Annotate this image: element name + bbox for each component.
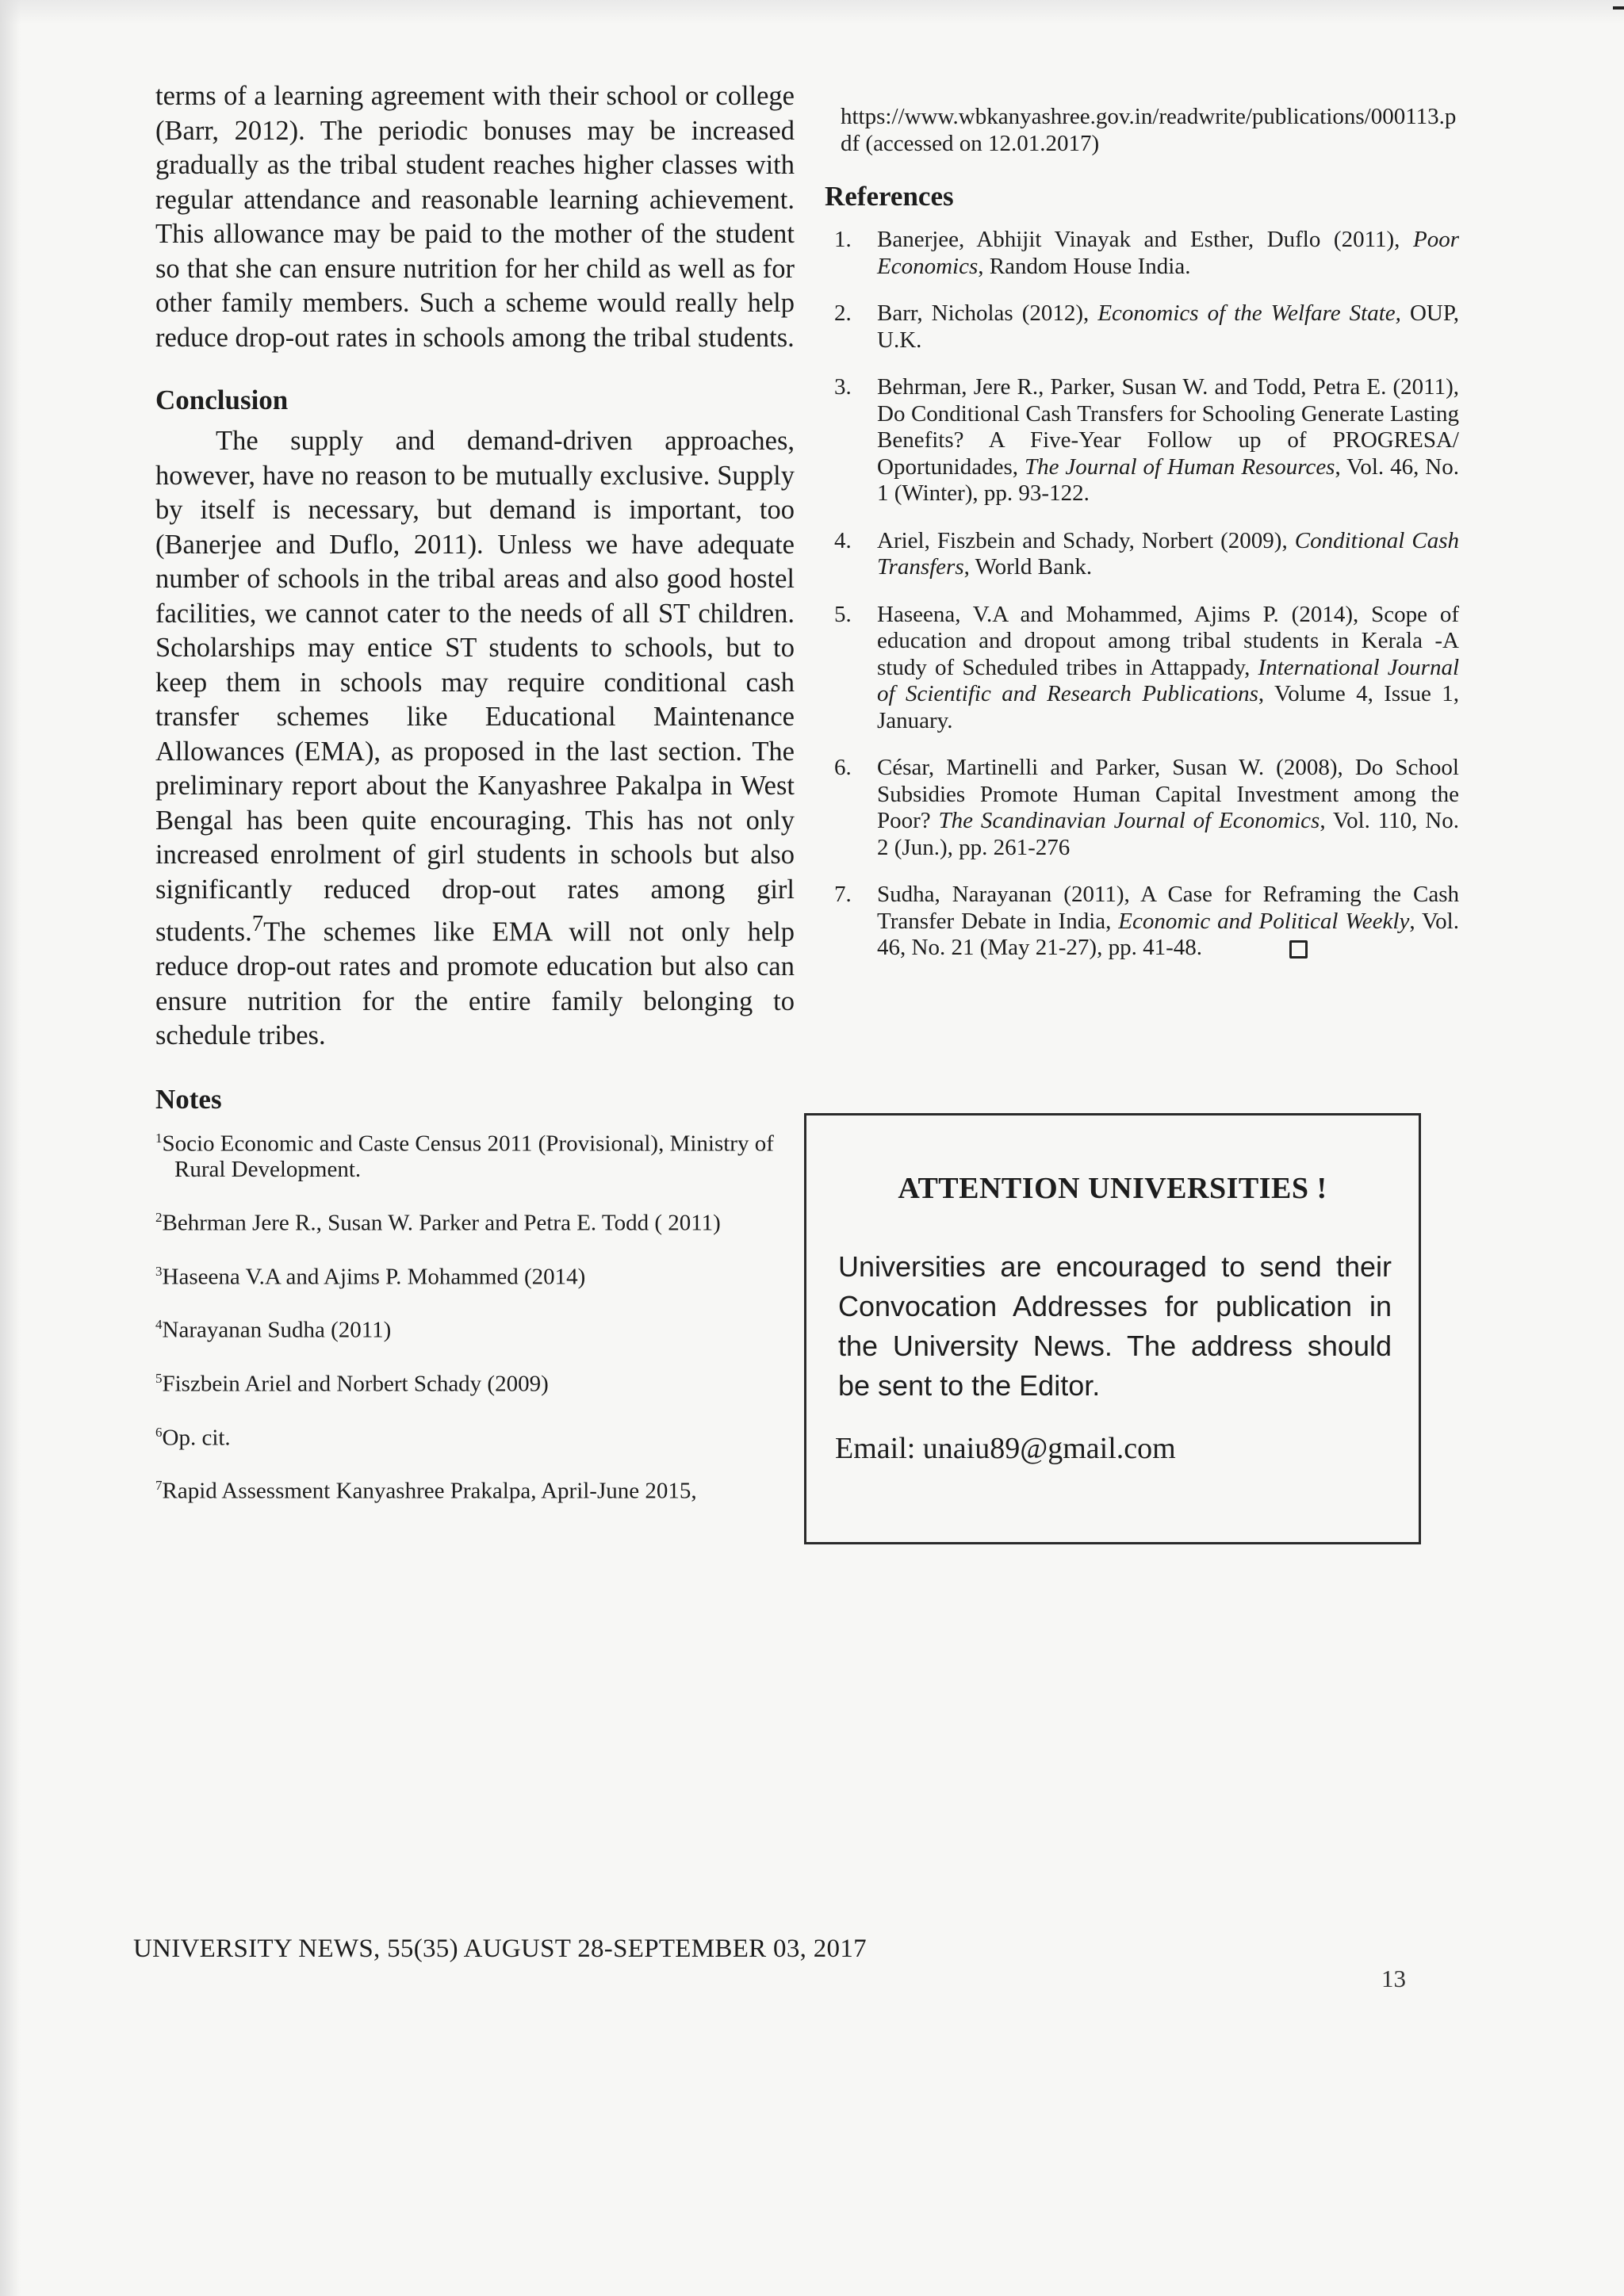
note-text: Socio Economic and Caste Census 2011 (Provisional), Ministry of Rural Development. <box>162 1131 774 1183</box>
conclusion-text-b: The schemes like EMA will not only help reduce drop-out rates and promote education but also can ensure nutrition for the entire family belonging to schedule tribes. <box>155 916 795 1050</box>
scan-shadow-top <box>0 0 1624 24</box>
note-item <box>155 1365 795 1398</box>
note-item <box>155 1258 795 1291</box>
note-text: Rapid Assessment Kanyashree Prakalpa, April-June 2015, <box>162 1479 697 1505</box>
reference-details: , Volume 4, Issue 1, January. <box>877 681 1459 733</box>
reference-number: 3. <box>834 374 852 400</box>
conclusion-paragraph <box>155 424 795 1054</box>
conclusion-note-mark: 7 <box>251 911 264 936</box>
reference-number: 5. <box>834 601 852 627</box>
reference-title: The Scandinavian Journal of Economics <box>938 808 1320 833</box>
reference-number: 2. <box>834 300 852 326</box>
reference-number: 7. <box>834 882 852 907</box>
reference-title: Poor Economics <box>877 227 1459 279</box>
reference-details: , World Bank. <box>963 554 1093 580</box>
page-number: 13 <box>1381 1965 1406 1992</box>
note-number: 6 <box>155 1424 163 1440</box>
reference-item <box>825 528 1459 581</box>
reference-text: Barr, Nicholas (2012), <box>877 300 1098 326</box>
note-item <box>155 1419 795 1452</box>
reference-text: Ariel, Fiszbein and Schady, Norbert (2009), <box>877 527 1295 553</box>
reference-details: , Random House India. <box>978 253 1191 279</box>
reference-title: Economic and Political Weekly <box>1118 908 1410 934</box>
scan-shadow-left <box>0 0 21 2296</box>
note-item <box>155 1204 795 1237</box>
notes-list <box>155 1125 795 1506</box>
note-number: 3 <box>155 1263 163 1279</box>
right-column <box>825 103 1459 982</box>
reference-text: Banerjee, Abhijit Vinayak and Esther, Duflo (2011), <box>877 227 1413 252</box>
notes-heading: Notes <box>155 1083 222 1115</box>
note-text: Op. cit. <box>162 1425 231 1451</box>
reference-item <box>825 374 1459 507</box>
notice-body: Universities are encouraged to send their Convocation Addresses for publication in the University News. The address should be sent to the Editor. <box>838 1250 1392 1402</box>
note-text: Narayanan Sudha (2011) <box>162 1318 392 1344</box>
note-number: 5 <box>155 1371 163 1387</box>
note-item <box>155 1125 795 1184</box>
notice-title: ATTENTION UNIVERSITIES ! <box>898 1172 1327 1205</box>
reference-item <box>825 882 1459 962</box>
scan-corner-mark <box>1613 6 1624 10</box>
note-7-url-continuation: https://www.wbkanyashree.gov.in/readwrite/publications/000113.pdf (accessed on 12.01.2017) <box>841 104 1457 156</box>
reference-text: César, Martinelli and Parker, Susan W. (2008), Do School Subsidies Promote Human Capital Investment among the Poor? <box>877 755 1459 833</box>
note-number: 1 <box>155 1130 163 1146</box>
reference-details: , Vol. 110, No. 2 (Jun.), pp. 261-276 <box>877 808 1459 860</box>
references-heading: References <box>825 181 954 212</box>
conclusion-heading: Conclusion <box>155 385 289 415</box>
reference-title: The Journal of Human Resources <box>1024 453 1335 480</box>
end-of-article-square-icon <box>1289 940 1308 959</box>
reference-number: 6. <box>834 755 852 780</box>
reference-item <box>825 755 1459 861</box>
note-number: 7 <box>155 1478 163 1494</box>
reference-text: Sudha, Narayanan (2011), A Case for Reframing the Cash Transfer Debate in India, <box>877 882 1459 934</box>
note-text: Haseena V.A and Ajims P. Mohammed (2014) <box>162 1264 586 1290</box>
reference-details: , Vol. 46, No. 21 (May 21-27), pp. 41-48. <box>877 908 1459 960</box>
intro-paragraph: terms of a learning agreement with their school or college (Barr, 2012). The periodic bonuses may be increased gradually as the tribal student reaches higher classes with regular attendance and reasonable learning achievement. This allowance may be paid to the mother of the student so that she can ensure nutrition for her child as well as for other family members. Such a scheme would really help reduce drop-out rates in schools among the tribal students. <box>155 81 795 353</box>
reference-item <box>825 227 1459 280</box>
reference-item <box>825 300 1459 354</box>
attention-universities-notice <box>804 1113 1421 1544</box>
reference-title: International Journal of Scientific and Research Publications <box>877 654 1460 706</box>
note-number: 4 <box>155 1317 163 1333</box>
conclusion-text-a: The supply and demand-driven approaches, however, have no reason to be mutually exclusive. Supply by itself is necessary, but demand is important, too (Banerjee and Duflo, 2011). Unless we have adequate number of schools in the tribal areas and also good hostel facilities, we cannot cater to the needs of all ST children. Scholarships may entice ST students to schools, but to keep them in schools may require conditional cash transfer schemes like Educational Maintenance Allowances (EMA), as proposed in the last section. The preliminary report about the Kanyashree Pakalpa in West Bengal has been quite encouraging. This has not only increased enrolment of girl students in schools but also significantly reduced drop-out rates among girl students. <box>155 426 795 947</box>
reference-title: Conditional Cash Transfers <box>877 527 1459 580</box>
notice-email: Email: unaiu89@gmail.com <box>835 1432 1176 1465</box>
reference-item <box>825 602 1459 735</box>
reference-text: Behrman, Jere R., Parker, Susan W. and Todd, Petra E. (2011), Do Conditional Cash Transfers for Schooling Generate Lasting Benefits? A Five-Year Follow up of PROGRESA/ Oportunidades, <box>877 374 1459 480</box>
reference-details: OUP, U.K. <box>877 300 1459 353</box>
reference-details: , Vol. 46, No. 1 (Winter), pp. 93-122. <box>877 453 1459 506</box>
note-text: Behrman Jere R., Susan W. Parker and Petra E. Todd ( 2011) <box>162 1210 721 1236</box>
reference-text: Haseena, V.A and Mohammed, Ajims P. (2014), Scope of education and dropout among tribal students in Kerala -A study of Scheduled tribes in Attappady, <box>877 601 1459 680</box>
references-list <box>825 227 1459 962</box>
left-column <box>155 79 795 1526</box>
publication-footer: UNIVERSITY NEWS, 55(35) AUGUST 28-SEPTEMBER 03, 2017 <box>133 1934 867 1963</box>
reference-number: 4. <box>834 527 852 553</box>
note-item <box>155 1472 795 1505</box>
note-text: Fiszbein Ariel and Norbert Schady (2009) <box>162 1371 549 1397</box>
reference-title: Economics of the Welfare State, <box>1097 300 1401 326</box>
note-item <box>155 1311 795 1344</box>
reference-number: 1. <box>834 227 852 252</box>
note-number: 2 <box>155 1210 163 1226</box>
